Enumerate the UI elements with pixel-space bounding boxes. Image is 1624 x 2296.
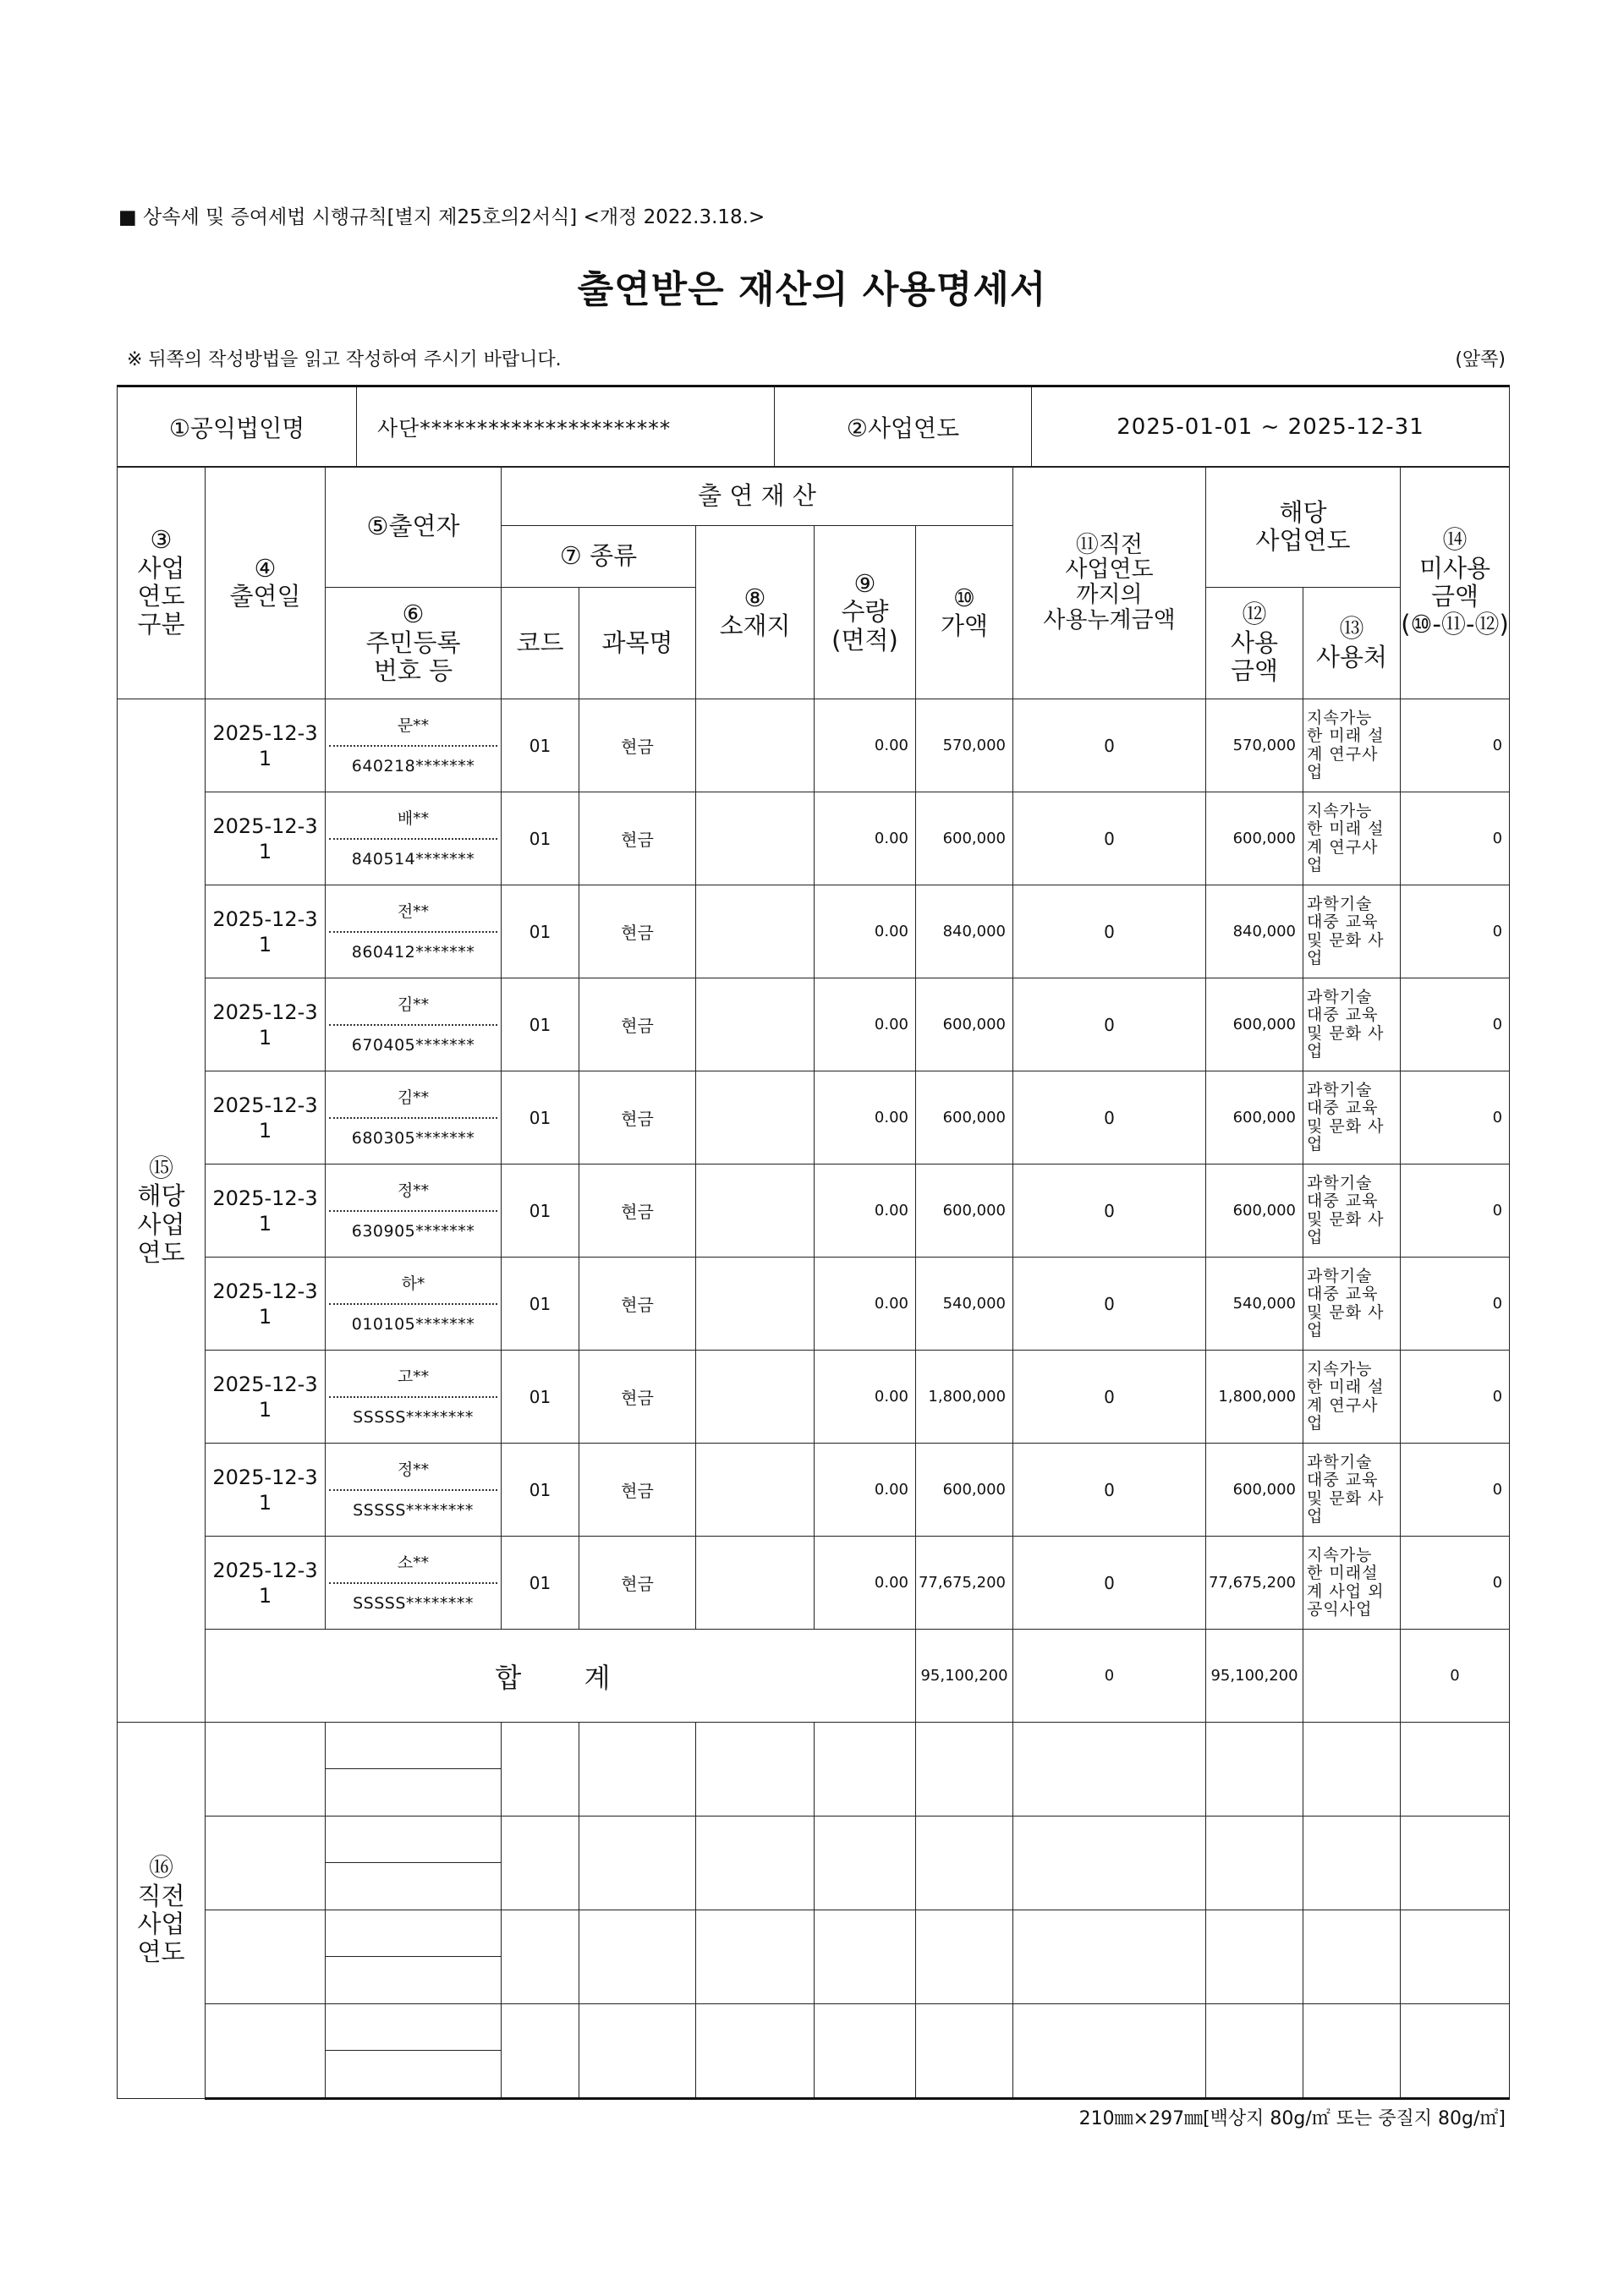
donor-name: 문** <box>329 706 497 747</box>
used-where-cell: 과학기술 대중 교육 및 문화 사 업 <box>1303 978 1401 1071</box>
table-row <box>118 1351 1510 1444</box>
used-amount-cell: 570,000 <box>1206 699 1303 792</box>
location-header: ⑧ 소재지 <box>696 526 815 699</box>
blank-row <box>118 1817 1510 1910</box>
paper-spec: 210㎜×297㎜[백상지 80g/㎡ 또는 중질지 80g/㎡] <box>1078 2108 1506 2129</box>
donor-id: 840514******* <box>351 849 475 869</box>
blank-cell <box>916 1910 1013 2004</box>
used-where-cell: 과학기술 대중 교육 및 문화 사 업 <box>1303 885 1401 978</box>
quantity-cell: 0.00 <box>815 885 916 978</box>
quantity-cell: 0.00 <box>815 1258 916 1351</box>
contribution-date: 2025-12-3 1 <box>206 792 326 885</box>
donor-id: 670405******* <box>351 1035 475 1055</box>
property-header: 출 연 재 산 <box>502 467 1013 526</box>
total-where <box>1303 1630 1401 1723</box>
subject-cell: 현금 <box>579 699 696 792</box>
prior-cumulative-cell: 0 <box>1013 699 1206 792</box>
total-value: 95,100,200 <box>916 1630 1013 1723</box>
table-row <box>118 1537 1510 1630</box>
blank-cell <box>1303 1910 1401 2004</box>
blank-cell <box>579 1910 696 2004</box>
location-cell <box>696 1071 815 1164</box>
form-title: 출연받은 재산의 사용명세서 <box>577 268 1047 311</box>
table-row <box>118 1164 1510 1258</box>
table-row <box>118 978 1510 1071</box>
page-side-label: (앞쪽) <box>1455 349 1506 370</box>
location-cell <box>696 978 815 1071</box>
blank-cell <box>1013 1910 1206 2004</box>
used-where-cell: 지속가능 한 미래 설 계 연구사 업 <box>1303 1351 1401 1444</box>
business-year-label: ②사업연도 <box>775 386 1032 468</box>
code-cell: 01 <box>502 1071 579 1164</box>
blank-donor-cell <box>326 2004 502 2099</box>
used-amount-cell: 600,000 <box>1206 978 1303 1071</box>
contribution-date: 2025-12-3 1 <box>206 978 326 1071</box>
used-where-cell: 과학기술 대중 교육 및 문화 사 업 <box>1303 1071 1401 1164</box>
donor-name: 배** <box>329 799 497 840</box>
donor-cell <box>326 1071 502 1164</box>
blank-cell <box>502 1817 579 1910</box>
blank-row <box>118 1723 1510 1817</box>
org-name-label: ①공익법인명 <box>118 386 357 468</box>
donor-cell <box>326 792 502 885</box>
unused-amount-cell: 0 <box>1401 1258 1510 1351</box>
blank-donor-cell <box>326 1817 502 1910</box>
total-row <box>118 1630 1510 1723</box>
value-cell: 540,000 <box>916 1258 1013 1351</box>
donor-name: 고** <box>329 1357 497 1398</box>
used-amount-cell: 600,000 <box>1206 792 1303 885</box>
used-where-cell: 지속가능 한 미래 설 계 연구사 업 <box>1303 792 1401 885</box>
subject-cell: 현금 <box>579 792 696 885</box>
value-cell: 600,000 <box>916 792 1013 885</box>
blank-row <box>118 1910 1510 2004</box>
donor-cell <box>326 885 502 978</box>
used-amount-cell: 1,800,000 <box>1206 1351 1303 1444</box>
subject-cell: 현금 <box>579 1071 696 1164</box>
donor-cell <box>326 1258 502 1351</box>
used-where-cell: 과학기술 대중 교육 및 문화 사 업 <box>1303 1444 1401 1537</box>
blank-cell <box>815 1910 916 2004</box>
blank-cell <box>696 1817 815 1910</box>
donor-id: 680305******* <box>351 1128 475 1148</box>
table-row <box>118 699 1510 792</box>
contribution-date-header: ④ 출연일 <box>206 467 326 699</box>
location-cell <box>696 699 815 792</box>
value-cell: 600,000 <box>916 1444 1013 1537</box>
contribution-date: 2025-12-3 1 <box>206 1071 326 1164</box>
donor-name: 김** <box>329 1078 497 1119</box>
donor-id: SSSSS******** <box>353 1593 474 1613</box>
blank-cell <box>1401 1723 1510 1817</box>
used-where-header: ⑬ 사용처 <box>1303 588 1401 699</box>
used-amount-cell: 540,000 <box>1206 1258 1303 1351</box>
subject-header: 과목명 <box>579 588 696 699</box>
blank-cell <box>696 2004 815 2099</box>
quantity-cell: 0.00 <box>815 978 916 1071</box>
blank-cell <box>579 2004 696 2099</box>
prior-cumulative-cell: 0 <box>1013 1351 1206 1444</box>
quantity-cell: 0.00 <box>815 1351 916 1444</box>
blank-cell <box>1206 1817 1303 1910</box>
prior-cumulative-cell: 0 <box>1013 1537 1206 1630</box>
donor-id: SSSSS******** <box>353 1500 474 1520</box>
subject-cell: 현금 <box>579 1537 696 1630</box>
blank-cell <box>1303 1817 1401 1910</box>
code-cell: 01 <box>502 792 579 885</box>
used-where-cell: 지속가능 한 미래설 계 사업 외 공익사업 <box>1303 1537 1401 1630</box>
subject-cell: 현금 <box>579 978 696 1071</box>
donor-cell <box>326 1351 502 1444</box>
business-year-value: 2025-01-01 ~ 2025-12-31 <box>1032 386 1510 468</box>
donor-name: 전** <box>329 892 497 933</box>
blank-cell <box>1206 1723 1303 1817</box>
quantity-cell: 0.00 <box>815 1444 916 1537</box>
blank-cell <box>206 1723 326 1817</box>
donor-cell <box>326 1444 502 1537</box>
prior-period-label: ⑯ 직전 사업 연도 <box>118 1723 206 2099</box>
prior-cumulative-cell: 0 <box>1013 1164 1206 1258</box>
value-cell: 77,675,200 <box>916 1537 1013 1630</box>
quantity-cell: 0.00 <box>815 699 916 792</box>
donor-id: 630905******* <box>351 1221 475 1241</box>
used-where-cell: 과학기술 대중 교육 및 문화 사 업 <box>1303 1164 1401 1258</box>
blank-cell <box>206 1910 326 2004</box>
contribution-date: 2025-12-3 1 <box>206 1444 326 1537</box>
donor-id-header: ⑥ 주민등록 번호 등 <box>326 588 502 699</box>
current-year-header: 해당 사업연도 <box>1206 467 1401 588</box>
contribution-date: 2025-12-3 1 <box>206 699 326 792</box>
prior-cumulative-cell: 0 <box>1013 792 1206 885</box>
unused-amount-cell: 0 <box>1401 1351 1510 1444</box>
used-amount-cell: 77,675,200 <box>1206 1537 1303 1630</box>
prior-cumulative-cell: 0 <box>1013 1071 1206 1164</box>
location-cell <box>696 792 815 885</box>
blank-cell <box>502 1910 579 2004</box>
blank-cell <box>502 1723 579 1817</box>
used-where-cell: 과학기술 대중 교육 및 문화 사 업 <box>1303 1258 1401 1351</box>
blank-cell <box>916 1817 1013 1910</box>
blank-cell <box>1303 2004 1401 2099</box>
current-period-label: ⑮ 해당 사업 연도 <box>118 699 206 1723</box>
prior-cumulative-cell: 0 <box>1013 978 1206 1071</box>
used-amount-cell: 600,000 <box>1206 1071 1303 1164</box>
value-header: ⑩ 가액 <box>916 526 1013 699</box>
total-unused: 0 <box>1401 1630 1510 1723</box>
subject-cell: 현금 <box>579 885 696 978</box>
blank-cell <box>206 1817 326 1910</box>
table-row <box>118 792 1510 885</box>
blank-cell <box>696 1910 815 2004</box>
blank-cell <box>1401 2004 1510 2099</box>
unused-amount-header: ⑭ 미사용 금액 (⑩-⑪-⑫) <box>1401 467 1510 699</box>
contribution-date: 2025-12-3 1 <box>206 885 326 978</box>
unused-amount-cell: 0 <box>1401 792 1510 885</box>
code-cell: 01 <box>502 1258 579 1351</box>
quantity-cell: 0.00 <box>815 1164 916 1258</box>
info-table <box>117 385 1510 468</box>
blank-cell <box>1206 2004 1303 2099</box>
quantity-cell: 0.00 <box>815 792 916 885</box>
blank-cell <box>579 1723 696 1817</box>
contribution-date: 2025-12-3 1 <box>206 1537 326 1630</box>
used-amount-cell: 600,000 <box>1206 1164 1303 1258</box>
blank-cell <box>1013 2004 1206 2099</box>
code-cell: 01 <box>502 1537 579 1630</box>
location-cell <box>696 1351 815 1444</box>
unused-amount-cell: 0 <box>1401 1071 1510 1164</box>
code-header: 코드 <box>502 588 579 699</box>
value-cell: 600,000 <box>916 1164 1013 1258</box>
used-where-cell: 지속가능 한 미래 설 계 연구사 업 <box>1303 699 1401 792</box>
prior-cumulative-header: ⑪직전 사업연도 까지의 사용누계금액 <box>1013 467 1206 699</box>
org-name-value: 사단********************** <box>357 386 775 468</box>
total-used: 95,100,200 <box>1206 1630 1303 1723</box>
code-cell: 01 <box>502 1164 579 1258</box>
donor-header: ⑤출연자 <box>326 467 502 588</box>
total-label: 합 계 <box>206 1630 916 1723</box>
unused-amount-cell: 0 <box>1401 978 1510 1071</box>
period-type-header: ③ 사업 연도 구분 <box>118 467 206 699</box>
donor-name: 김** <box>329 985 497 1026</box>
form-reference: ■ 상속세 및 증여세법 시행규칙[별지 제25호의2서식] <개정 2022.3.18.> <box>118 206 765 228</box>
quantity-header: ⑨ 수량 (면적) <box>815 526 916 699</box>
value-cell: 600,000 <box>916 1071 1013 1164</box>
blank-cell <box>1401 1910 1510 2004</box>
usage-table <box>117 466 1510 2100</box>
blank-cell <box>815 1817 916 1910</box>
unused-amount-cell: 0 <box>1401 885 1510 978</box>
donor-id: 640218******* <box>351 756 475 775</box>
value-cell: 570,000 <box>916 699 1013 792</box>
code-cell: 01 <box>502 699 579 792</box>
blank-cell <box>579 1817 696 1910</box>
donor-id: 010105******* <box>351 1314 475 1334</box>
value-cell: 600,000 <box>916 978 1013 1071</box>
prior-cumulative-cell: 0 <box>1013 885 1206 978</box>
location-cell <box>696 1537 815 1630</box>
subject-cell: 현금 <box>579 1351 696 1444</box>
donor-name: 정** <box>329 1450 497 1491</box>
subject-cell: 현금 <box>579 1258 696 1351</box>
code-cell: 01 <box>502 885 579 978</box>
blank-cell <box>916 1723 1013 1817</box>
quantity-cell: 0.00 <box>815 1071 916 1164</box>
location-cell <box>696 1444 815 1537</box>
blank-cell <box>696 1723 815 1817</box>
prior-cumulative-cell: 0 <box>1013 1444 1206 1537</box>
blank-cell <box>1401 1817 1510 1910</box>
blank-donor-cell <box>326 1723 502 1817</box>
location-cell <box>696 1258 815 1351</box>
value-cell: 840,000 <box>916 885 1013 978</box>
donor-name: 하* <box>329 1264 497 1305</box>
used-amount-header: ⑫ 사용 금액 <box>1206 588 1303 699</box>
donor-cell <box>326 978 502 1071</box>
unused-amount-cell: 0 <box>1401 1537 1510 1630</box>
contribution-date: 2025-12-3 1 <box>206 1351 326 1444</box>
contribution-date: 2025-12-3 1 <box>206 1164 326 1258</box>
blank-donor-cell <box>326 1910 502 2004</box>
code-cell: 01 <box>502 1351 579 1444</box>
unused-amount-cell: 0 <box>1401 1164 1510 1258</box>
blank-row <box>118 2004 1510 2099</box>
blank-cell <box>1206 1910 1303 2004</box>
blank-cell <box>1013 1817 1206 1910</box>
quantity-cell: 0.00 <box>815 1537 916 1630</box>
table-row <box>118 885 1510 978</box>
donor-cell <box>326 1537 502 1630</box>
used-amount-cell: 840,000 <box>1206 885 1303 978</box>
donor-id: SSSSS******** <box>353 1407 474 1427</box>
subject-cell: 현금 <box>579 1164 696 1258</box>
donor-cell <box>326 699 502 792</box>
blank-cell <box>1013 1723 1206 1817</box>
donor-name: 정** <box>329 1171 497 1212</box>
blank-cell <box>916 2004 1013 2099</box>
total-prior: 0 <box>1013 1630 1206 1723</box>
form-note: ※ 뒤쪽의 작성방법을 읽고 작성하여 주시기 바랍니다. <box>127 349 562 370</box>
unused-amount-cell: 0 <box>1401 1444 1510 1537</box>
contribution-date: 2025-12-3 1 <box>206 1258 326 1351</box>
code-cell: 01 <box>502 978 579 1071</box>
unused-amount-cell: 0 <box>1401 699 1510 792</box>
table-row <box>118 1071 1510 1164</box>
donor-name: 소** <box>329 1543 497 1584</box>
blank-cell <box>815 2004 916 2099</box>
used-amount-cell: 600,000 <box>1206 1444 1303 1537</box>
donor-cell <box>326 1164 502 1258</box>
blank-cell <box>502 2004 579 2099</box>
donor-id: 860412******* <box>351 942 475 962</box>
value-cell: 1,800,000 <box>916 1351 1013 1444</box>
kind-header: ⑦ 종류 <box>502 526 696 588</box>
location-cell <box>696 885 815 978</box>
blank-cell <box>1303 1723 1401 1817</box>
code-cell: 01 <box>502 1444 579 1537</box>
table-row <box>118 1444 1510 1537</box>
blank-cell <box>206 2004 326 2099</box>
location-cell <box>696 1164 815 1258</box>
subject-cell: 현금 <box>579 1444 696 1537</box>
blank-cell <box>815 1723 916 1817</box>
table-row <box>118 1258 1510 1351</box>
prior-cumulative-cell: 0 <box>1013 1258 1206 1351</box>
